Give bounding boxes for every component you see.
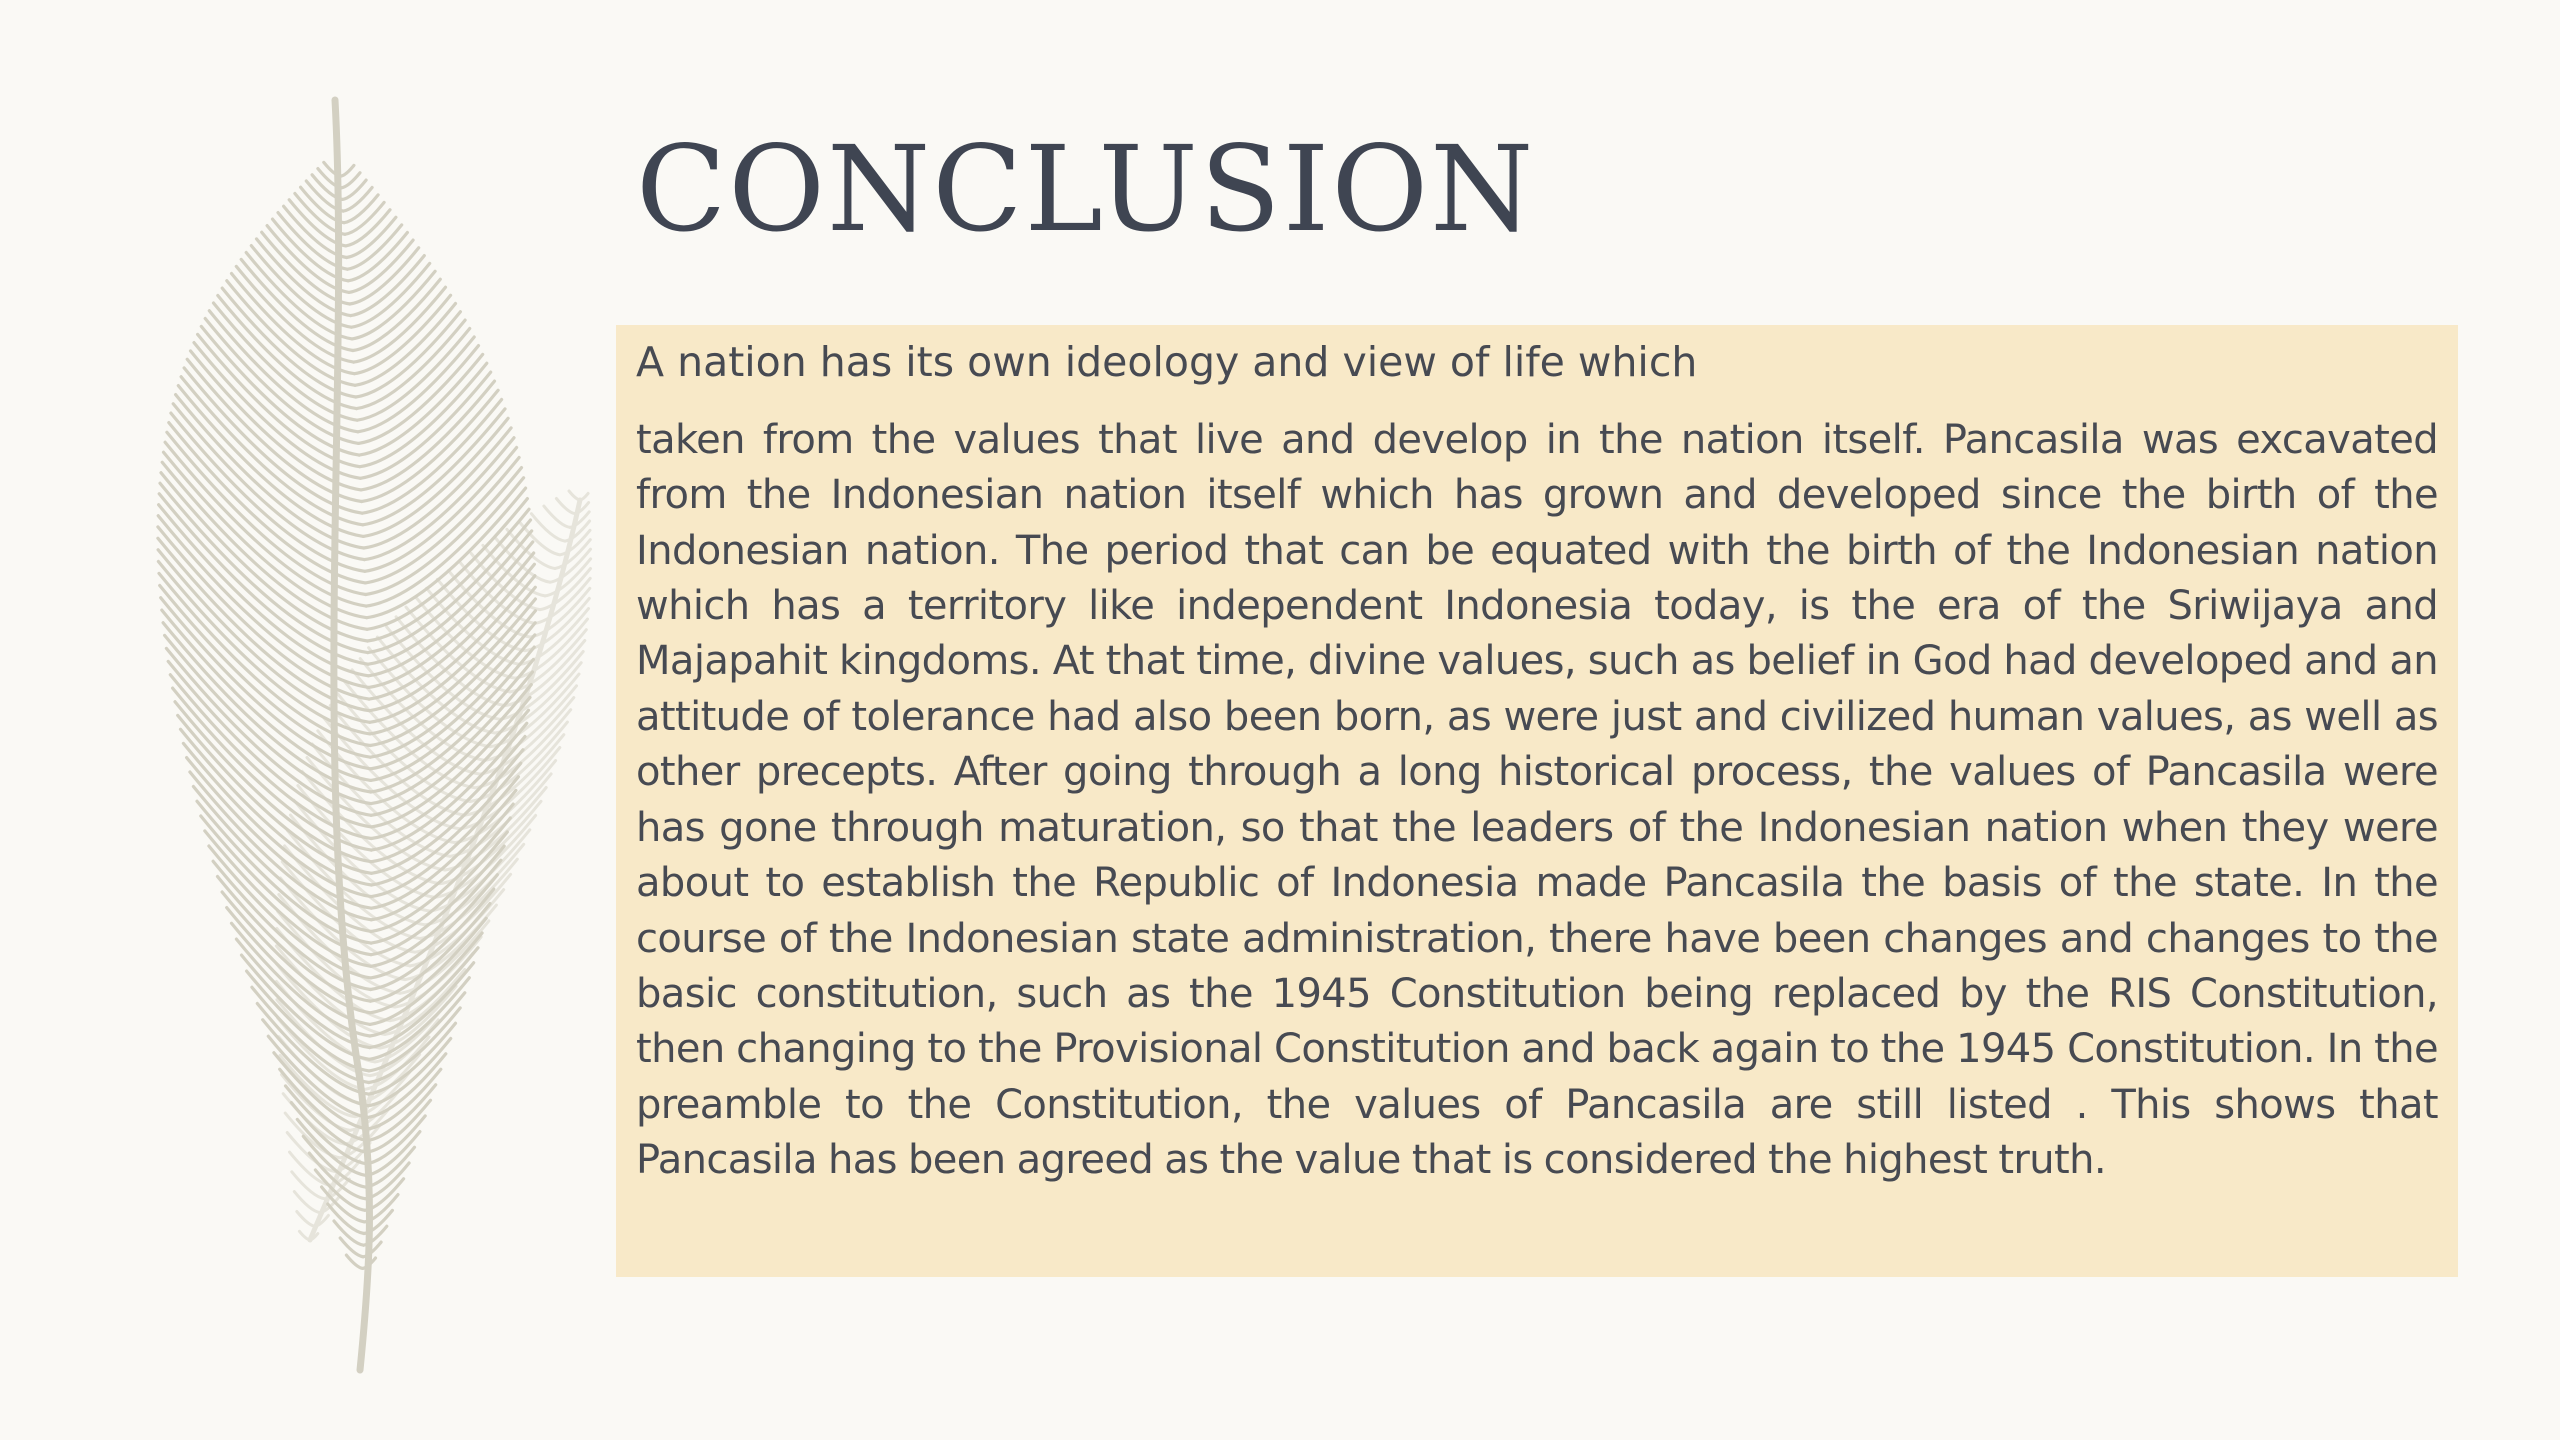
lead-line: A nation has its own ideology and view of life which [636, 338, 1698, 386]
page-title: CONCLUSION [636, 120, 1536, 258]
conclusion-text-box [616, 325, 2458, 1277]
body-paragraph: taken from the values that live and develop in the nation itself. Pancasila was excavated from the Indonesian nation itself which has grown and developed since the birth of the Indonesian nation. The period that can be equated with the birth of the Indonesian nation which has a territory like independent Indonesia today, is the era of the Sriwijaya and Majapahit kingdoms. At that time, divine values, such as belief in God had developed and an attitude of tolerance had also been born, as were just and civilized human values, as well as other precepts. After going through a long historical process, the values of Pancasila were has gone through maturation, so that the leaders of the Indonesian nation when they were about to establish the Republic of Indonesia made Pancasila the basis of the state. In the course of the Indonesian state administration, there have been changes and changes to the basic constitution, such as the 1945 Constitution being replaced by the RIS Constitution, then changing to the Provisional Constitution and back again to the 1945 Constitution. In the preamble to the Constitution, the values of Pancasila are still listed . This shows that Pancasila has been agreed as the value that is considered the highest truth. [636, 416, 2438, 1184]
feather-icon [60, 80, 660, 1400]
